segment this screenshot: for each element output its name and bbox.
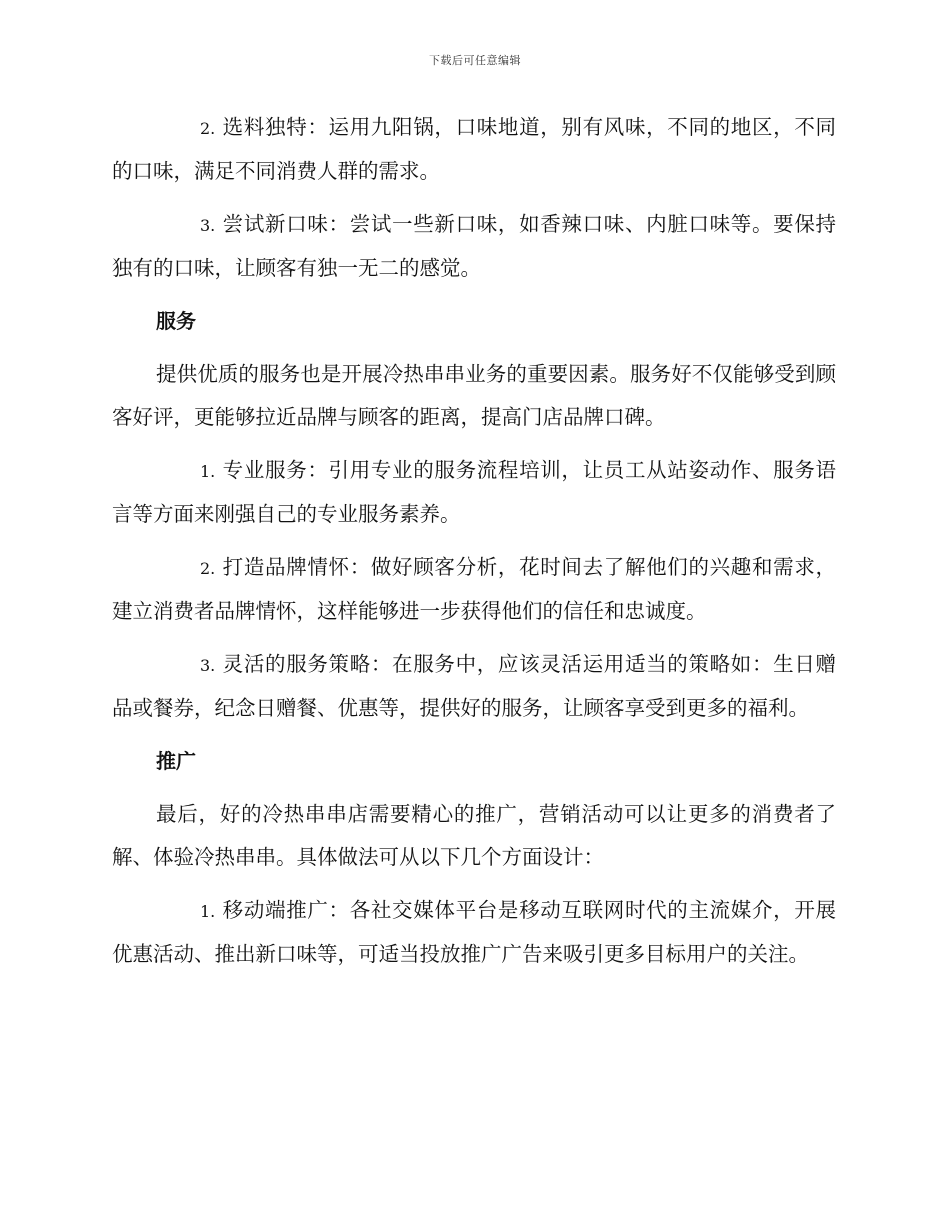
list-item-number: 2. bbox=[200, 559, 216, 578]
list-item bbox=[112, 449, 836, 536]
paragraph: 提供优质的服务也是开展冷热串串业务的重要因素。服务好不仅能够受到顾客好评，更能够拉近品牌与顾客的距离，提高门店品牌口碑。 bbox=[112, 362, 836, 429]
list-item-number: 2. bbox=[200, 119, 216, 138]
list-item bbox=[112, 643, 836, 730]
list-item-number: 1. bbox=[200, 462, 216, 481]
paragraph: 最后，好的冷热串串店需要精心的推广，营销活动可以让更多的消费者了解、体验冷热串串。具体做法可从以下几个方面设计： bbox=[112, 802, 836, 869]
page-header: 下载后可任意编辑 bbox=[429, 54, 521, 67]
list-item-number: 3. bbox=[200, 216, 216, 235]
list-item-text: 尝试新口味：尝试一些新口味，如香辣口味、内脏口味等。要保持独有的口味，让顾客有独一无二的感觉。 bbox=[112, 212, 836, 280]
list-item bbox=[112, 889, 836, 976]
section-heading-service: 服务 bbox=[156, 309, 196, 333]
list-item-number: 1. bbox=[200, 902, 216, 921]
document-body bbox=[112, 106, 836, 986]
list-item-text: 灵活的服务策略：在服务中，应该灵活运用适当的策略如：生日赠品或餐券，纪念日赠餐、优惠等，提供好的服务，让顾客享受到更多的福利。 bbox=[112, 652, 836, 720]
list-item-text: 打造品牌情怀：做好顾客分析，花时间去了解他们的兴趣和需求，建立消费者品牌情怀，这样能够进一步获得他们的信任和忠诚度。 bbox=[112, 555, 836, 623]
list-item-text: 专业服务：引用专业的服务流程培训，让员工从站姿动作、服务语言等方面来刚强自己的专业服务素养。 bbox=[112, 458, 836, 526]
list-item-text: 选料独特：运用九阳锅，口味地道，别有风味，不同的地区，不同的口味，满足不同消费人群的需求。 bbox=[112, 115, 836, 183]
list-item bbox=[112, 203, 836, 290]
list-item-text: 移动端推广：各社交媒体平台是移动互联网时代的主流媒介，开展优惠活动、推出新口味等，可适当投放推广广告来吸引更多目标用户的关注。 bbox=[112, 898, 836, 966]
section-heading-promotion: 推广 bbox=[156, 749, 196, 773]
list-item-number: 3. bbox=[200, 656, 216, 675]
list-item bbox=[112, 106, 836, 193]
list-item bbox=[112, 546, 836, 633]
